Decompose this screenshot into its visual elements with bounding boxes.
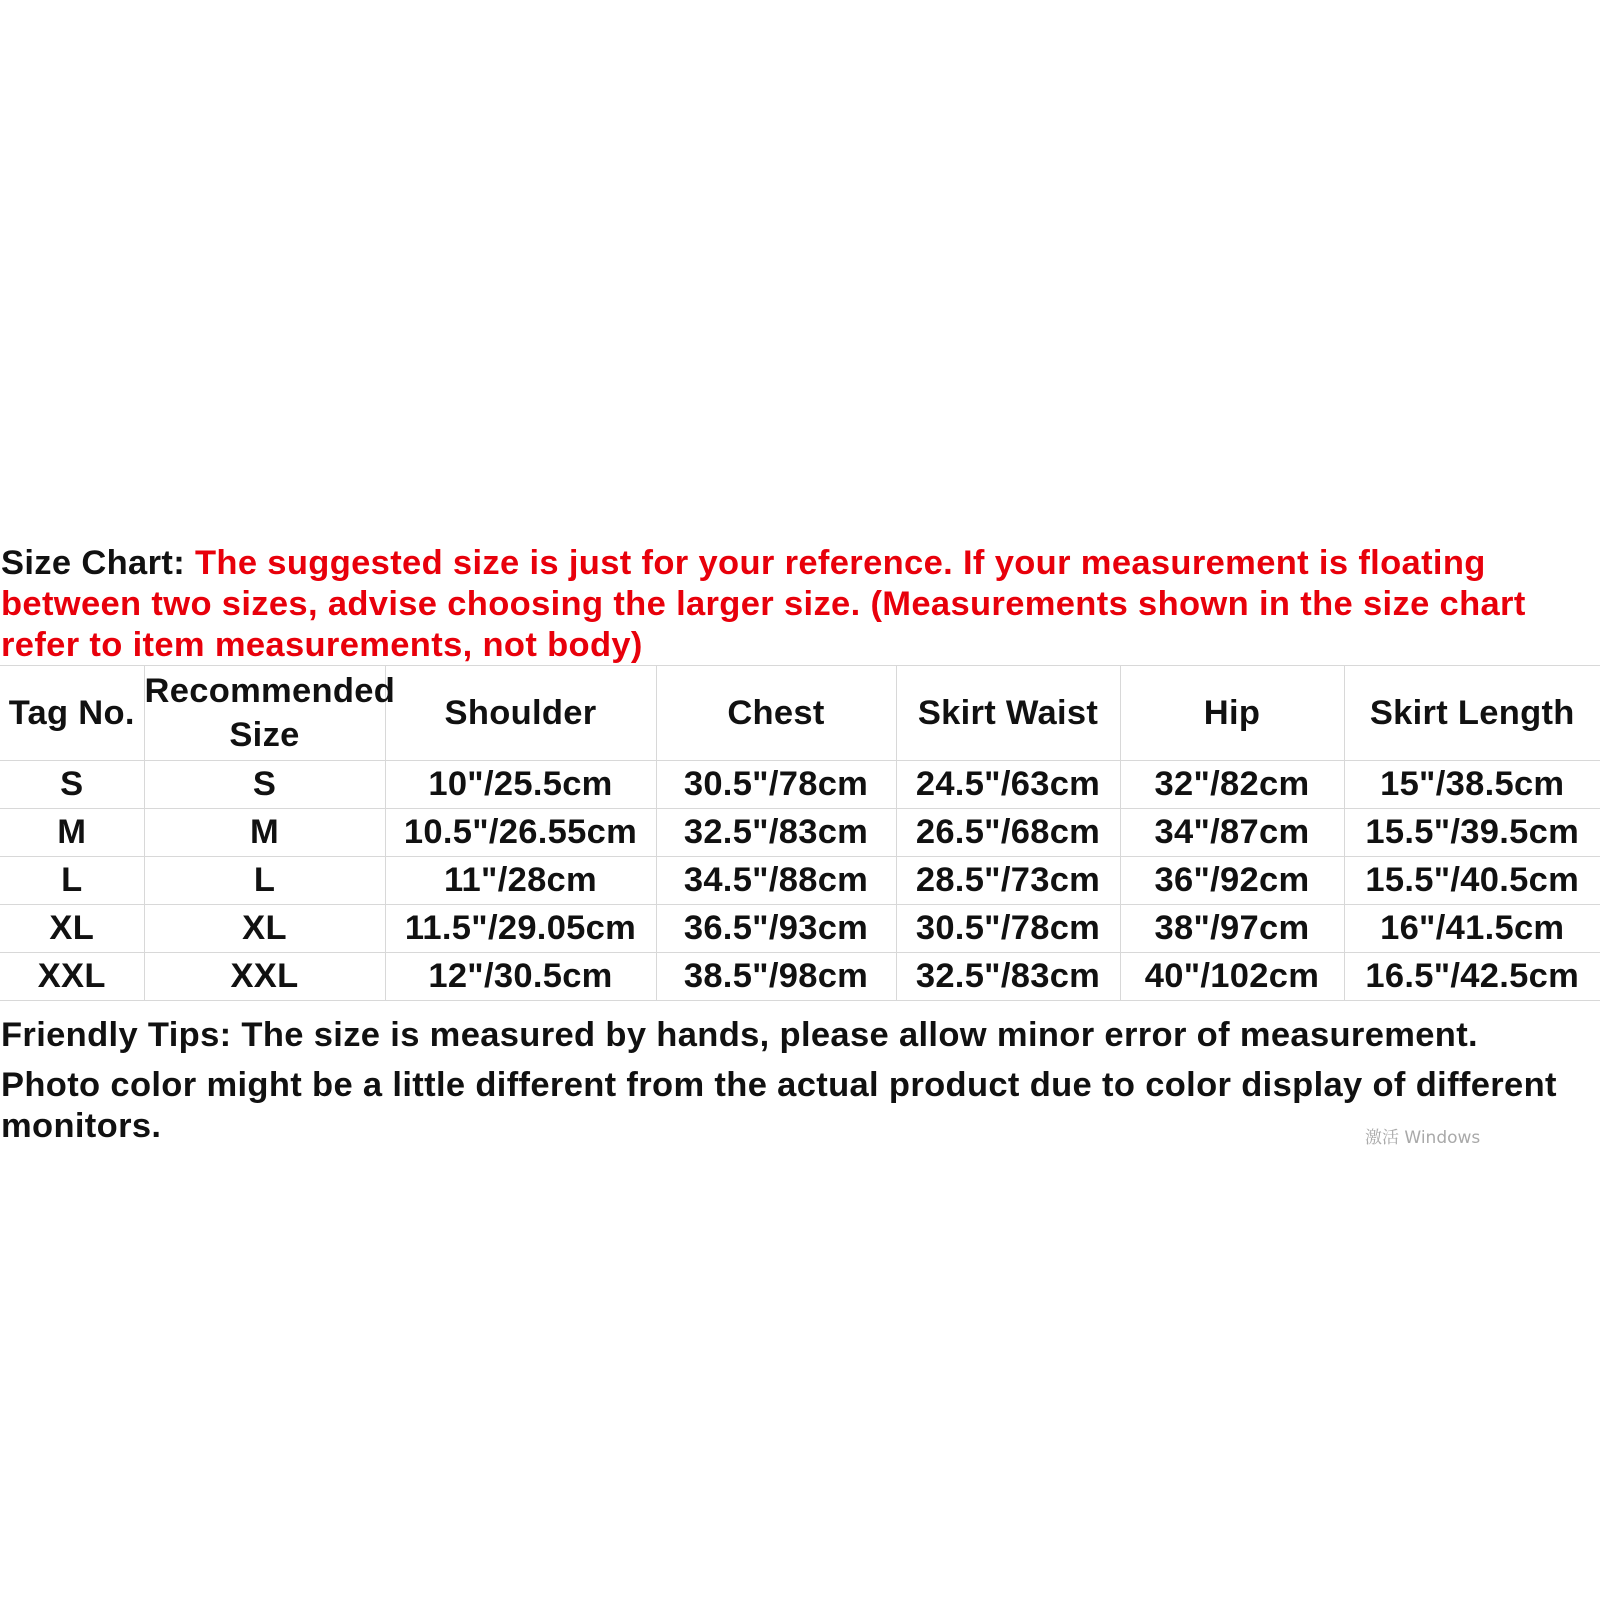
table-row [0,761,1600,809]
cell-chest: 34.5"/88cm [656,857,896,905]
header-chest: Chest [656,666,896,761]
cell-skirt-waist: 26.5"/68cm [896,809,1120,857]
header-skirt-waist: Skirt Waist [896,666,1120,761]
cell-chest: 30.5"/78cm [656,761,896,809]
cell-skirt-length: 15.5"/40.5cm [1344,857,1600,905]
cell-tag-no: XXL [0,953,144,1001]
table-row [0,857,1600,905]
size-reference-notice: The suggested size is just for your reference. If your measurement is floating between two sizes, advise choosing the larger size. (Measurements shown in the size chart refer to item measurements, not body) [1,544,1526,664]
table-header-row [0,666,1600,761]
cell-hip: 38"/97cm [1120,905,1344,953]
cell-tag-no: M [0,809,144,857]
activate-windows-watermark: 激活 Windows [1365,1128,1481,1148]
cell-skirt-waist: 30.5"/78cm [896,905,1120,953]
cell-skirt-length: 16.5"/42.5cm [1344,953,1600,1001]
cell-hip: 32"/82cm [1120,761,1344,809]
friendly-tips [1,1015,1599,1147]
size-chart-label: Size Chart: [1,544,195,582]
cell-tag-no: S [0,761,144,809]
tip-color-note: Photo color might be a little different from the actual product due to color display of different monitors. [1,1066,1557,1145]
cell-skirt-length: 16"/41.5cm [1344,905,1600,953]
size-table [0,665,1600,1001]
cell-recommended-size: XL [144,905,385,953]
header-hip: Hip [1120,666,1344,761]
header-shoulder: Shoulder [385,666,656,761]
header-tag-no: Tag No. [0,666,144,761]
cell-tag-no: XL [0,905,144,953]
cell-chest: 32.5"/83cm [656,809,896,857]
table-row [0,809,1600,857]
size-chart-intro [1,543,1599,666]
table-row [0,953,1600,1001]
cell-hip: 40"/102cm [1120,953,1344,1001]
cell-skirt-length: 15"/38.5cm [1344,761,1600,809]
table-row [0,905,1600,953]
cell-recommended-size: S [144,761,385,809]
cell-skirt-length: 15.5"/39.5cm [1344,809,1600,857]
cell-shoulder: 11"/28cm [385,857,656,905]
tip-measurement-note: Friendly Tips: The size is measured by hands, please allow minor error of measurement. [1,1016,1478,1054]
cell-hip: 36"/92cm [1120,857,1344,905]
cell-recommended-size: L [144,857,385,905]
cell-shoulder: 10.5"/26.55cm [385,809,656,857]
header-skirt-length: Skirt Length [1344,666,1600,761]
cell-shoulder: 11.5"/29.05cm [385,905,656,953]
cell-shoulder: 10"/25.5cm [385,761,656,809]
cell-skirt-waist: 32.5"/83cm [896,953,1120,1001]
cell-recommended-size: M [144,809,385,857]
cell-tag-no: L [0,857,144,905]
cell-hip: 34"/87cm [1120,809,1344,857]
cell-chest: 36.5"/93cm [656,905,896,953]
cell-shoulder: 12"/30.5cm [385,953,656,1001]
cell-skirt-waist: 28.5"/73cm [896,857,1120,905]
cell-chest: 38.5"/98cm [656,953,896,1001]
cell-skirt-waist: 24.5"/63cm [896,761,1120,809]
header-recommended-size: Recommended Size [144,666,385,761]
cell-recommended-size: XXL [144,953,385,1001]
